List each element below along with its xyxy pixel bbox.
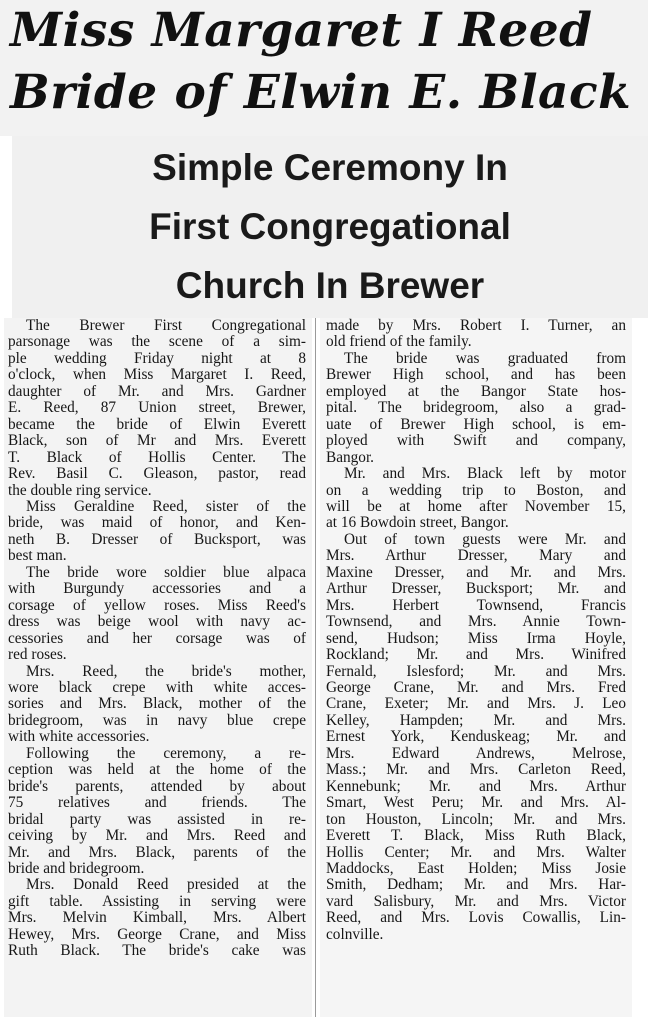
- article-text-line: will be at home after November 15,: [326, 497, 626, 515]
- subheadline-block: [12, 136, 648, 318]
- article-text-line: Kelley, Hampden; Mr. and Mrs.: [326, 711, 626, 729]
- article-text-line: Townsend, and Mrs. Annie Town-: [326, 613, 626, 631]
- article-text-line: with Burgundy accessories and a: [8, 580, 306, 598]
- article-text-line: Mass.; Mr. and Mrs. Carleton Reed,: [326, 761, 626, 779]
- article-text-line: Bangor.: [326, 448, 375, 466]
- article-text-line: the double ring service.: [8, 481, 152, 499]
- article-text-line: became the bride of Elwin Everett: [8, 415, 306, 433]
- article-text-line: Smith, Dedham; Mr. and Mrs. Har-: [326, 876, 626, 894]
- article-text-line: Following the ceremony, a re-: [26, 744, 306, 762]
- article-text-line: send, Hudson; Miss Irma Hoyle,: [326, 629, 626, 647]
- article-text-line: employed at the Bangor State hos-: [326, 382, 626, 400]
- article-text-line: The Brewer First Congregational: [26, 318, 306, 334]
- article-text-line: George Crane, Mr. and Mrs. Fred: [326, 678, 626, 696]
- subheadline: [12, 136, 648, 315]
- article-text-line: Maxine Dresser, and Mr. and Mrs.: [326, 563, 626, 581]
- article-text-line: Mrs. Edward Andrews, Melrose,: [326, 744, 626, 762]
- article-text-line: sories and Mrs. Black, mother of the: [8, 695, 306, 713]
- article-text-line: ceiving by Mr. and Mrs. Reed and: [8, 827, 306, 845]
- article-text-line: bridegroom, was in navy blue crepe: [8, 711, 306, 729]
- article-text-line: made by Mrs. Robert I. Turner, an: [326, 318, 626, 334]
- article-text-line: T. Black of Hollis Center. The: [8, 448, 306, 466]
- article-text-line: at 16 Bowdoin street, Bangor.: [326, 514, 509, 532]
- article-text-line: ception was held at the home of the: [8, 761, 306, 779]
- headline-line: Bride of Elwin E. Black: [10, 65, 632, 120]
- article-text-line: corsage of yellow roses. Miss Reed's: [8, 596, 306, 614]
- article-text-line: bridal party was assisted in re-: [8, 810, 306, 828]
- article-text-line: Rev. Basil C. Gleason, pastor, read: [8, 465, 306, 483]
- article-text-line: cessories and her corsage was of: [8, 629, 306, 647]
- article-text-line: The bride was graduated from: [344, 349, 626, 367]
- headline-line: Miss Margaret I Reed: [10, 3, 593, 58]
- article-text-line: Smart, West Peru; Mr. and Mrs. Al-: [326, 794, 626, 812]
- article-text-line: Brewer High school, and has been: [326, 366, 626, 384]
- article-text-line: Reed, and Mrs. Lovis Cowallis, Lin-: [326, 909, 626, 927]
- article-text-line: Ruth Black. The bride's cake was: [8, 942, 306, 960]
- article-text-line: best man.: [8, 547, 67, 565]
- article-text-line: The bride wore soldier blue alpaca: [26, 563, 306, 581]
- article-text-line: E. Reed, 87 Union street, Brewer,: [8, 399, 306, 417]
- article-text-line: Arthur Dresser, Bucksport; Mr. and: [326, 580, 626, 598]
- article-text-line: Everett T. Black, Miss Ruth Black,: [326, 827, 626, 845]
- article-text-line: Mr. and Mrs. Black, parents of the: [8, 843, 306, 861]
- article-text-line: Out of town guests were Mr. and: [344, 530, 626, 548]
- article-text-line: neth B. Dresser of Bucksport, was: [8, 530, 306, 548]
- article-text-line: ployed with Swift and company,: [326, 432, 626, 450]
- column-divider: [315, 318, 316, 1017]
- article-body: [4, 318, 644, 1017]
- article-text-line: bride and bridegroom.: [8, 859, 145, 877]
- article-text-line: parsonage was the scene of a sim-: [8, 333, 306, 351]
- article-text-line: Mrs. Melvin Kimball, Mrs. Albert: [8, 909, 306, 927]
- article-text-line: Maddocks, East Holden; Miss Josie: [326, 859, 626, 877]
- article-text-line: uate of Brewer High school, is em-: [326, 415, 626, 433]
- article-text-line: Mrs. Reed, the bride's mother,: [26, 662, 306, 680]
- subheadline-line: Church In Brewer: [175, 265, 485, 306]
- headline-block: [0, 0, 648, 136]
- article-column-right: [320, 318, 632, 1017]
- article-text-line: Mr. and Mrs. Black left by motor: [344, 465, 626, 483]
- article-text-line: Fernald, Islesford; Mr. and Mrs.: [326, 662, 626, 680]
- article-text-line: Hewey, Mrs. George Crane, and Miss: [8, 925, 306, 943]
- article-text-line: ton Houston, Lincoln; Mr. and Mrs.: [326, 810, 626, 828]
- article-text-line: Crane, Exeter; Mr. and Mrs. J. Leo: [326, 695, 626, 713]
- article-text-line: wore black crepe with white acces-: [8, 678, 306, 696]
- article-text-line: on a wedding trip to Boston, and: [326, 481, 626, 499]
- article-text-line: pital. The bridegroom, also a grad-: [326, 399, 626, 417]
- article-text-line: old friend of the family.: [326, 333, 472, 351]
- article-text-line: colnville.: [326, 925, 384, 943]
- article-text-line: Mrs. Arthur Dresser, Mary and: [326, 547, 626, 565]
- headline: [0, 0, 648, 124]
- article-text-line: Kennebunk; Mr. and Mrs. Arthur: [326, 777, 626, 795]
- article-text-line: vard Salisbury, Mr. and Mrs. Victor: [326, 892, 626, 910]
- article-text-line: bride's parents, attended by about: [8, 777, 306, 795]
- article-text-line: with white accessories.: [8, 728, 150, 746]
- article-text-line: Miss Geraldine Reed, sister of the: [26, 497, 306, 515]
- article-column-left: [4, 318, 312, 1017]
- article-text-line: bride, was maid of honor, and Ken-: [8, 514, 306, 532]
- subheadline-line: First Congregational: [149, 206, 511, 247]
- article-text-line: Ernest York, Kenduskeag; Mr. and: [326, 728, 626, 746]
- article-text-line: gift table. Assisting in serving were: [8, 892, 306, 910]
- article-text-line: red roses.: [8, 646, 67, 664]
- article-text-line: daughter of Mr. and Mrs. Gardner: [8, 382, 306, 400]
- article-text-line: 75 relatives and friends. The: [8, 794, 306, 812]
- subheadline-line: Simple Ceremony In: [152, 147, 508, 188]
- article-text-line: ple wedding Friday night at 8: [8, 349, 306, 367]
- article-text-line: dress was beige wool with navy ac-: [8, 613, 306, 631]
- article-text-line: Black, son of Mr and Mrs. Everett: [8, 432, 306, 450]
- article-text-line: Mrs. Donald Reed presided at the: [26, 876, 306, 894]
- article-text-line: Rockland; Mr. and Mrs. Winifred: [326, 646, 626, 664]
- article-text-line: Mrs. Herbert Townsend, Francis: [326, 596, 626, 614]
- article-text-line: Hollis Center; Mr. and Mrs. Walter: [326, 843, 626, 861]
- article-text-line: o'clock, when Miss Margaret I. Reed,: [8, 366, 306, 384]
